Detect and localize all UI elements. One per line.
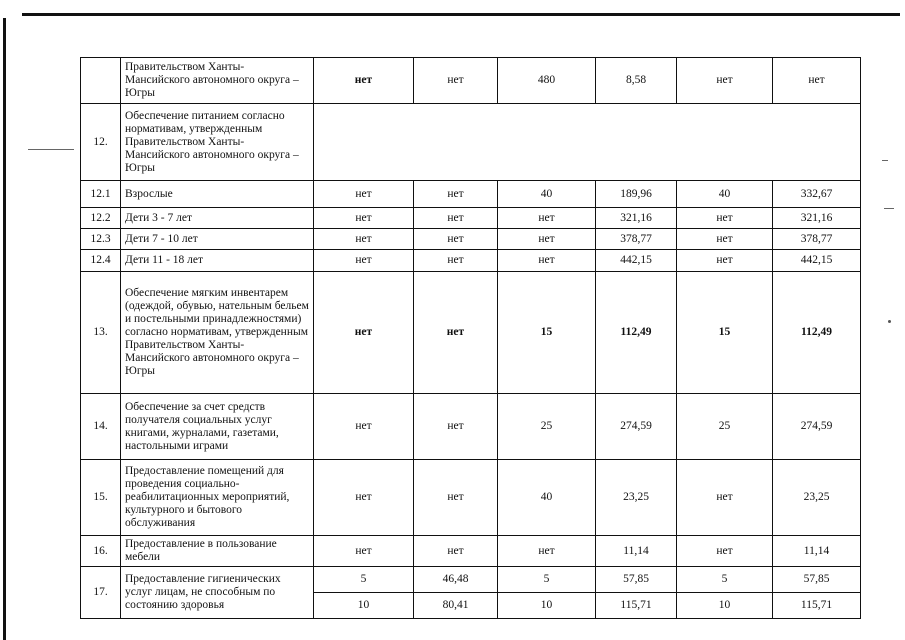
table-row	[81, 250, 861, 272]
top-border-line	[22, 13, 900, 16]
cell-value: 15	[498, 272, 596, 394]
cell-value: 442,15	[596, 250, 677, 272]
cell-value: нет	[414, 229, 498, 250]
cell-value: 57,85	[773, 567, 861, 593]
cell-value: нет	[414, 394, 498, 460]
cell-value: нет	[414, 272, 498, 394]
cell-value: 23,25	[773, 460, 861, 536]
cell-value: 10	[314, 593, 414, 619]
cell-value: нет	[677, 229, 773, 250]
row-number: 12.4	[81, 250, 121, 272]
cell-value: 40	[498, 181, 596, 208]
cell-value: 11,14	[773, 536, 861, 567]
row-number	[81, 58, 121, 104]
cell-value: 15	[677, 272, 773, 394]
cell-value: 274,59	[596, 394, 677, 460]
cell-value: нет	[314, 58, 414, 104]
cell-value: нет	[677, 536, 773, 567]
cell-value: 5	[314, 567, 414, 593]
cell-value: 332,67	[773, 181, 861, 208]
row-number: 12.1	[81, 181, 121, 208]
cell-value: нет	[314, 229, 414, 250]
cell-value: нет	[414, 250, 498, 272]
table-row	[81, 208, 861, 229]
table-row	[81, 567, 861, 593]
row-description: Дети 3 - 7 лет	[121, 208, 314, 229]
cell-value: 5	[498, 567, 596, 593]
cell-value: нет	[677, 208, 773, 229]
row-description: Дети 11 - 18 лет	[121, 250, 314, 272]
cell-value: 40	[498, 460, 596, 536]
cell-value: 40	[677, 181, 773, 208]
cell-value: нет	[773, 58, 861, 104]
row-number: 14.	[81, 394, 121, 460]
cell-value: нет	[414, 181, 498, 208]
cell-value: 442,15	[773, 250, 861, 272]
cell-value: нет	[314, 536, 414, 567]
cell-value: 11,14	[596, 536, 677, 567]
services-table	[80, 57, 861, 619]
cell-value: нет	[414, 58, 498, 104]
cell-value: нет	[498, 229, 596, 250]
cell-value: нет	[677, 250, 773, 272]
row-number: 12.	[81, 104, 121, 181]
row-description: Обеспечение мягким инвентарем (одеждой, обувью, нательным бельем и постельными принадлежностями) согласно нормативам, утвержденным Правительством Ханты-Мансийского автономного округа – Югры	[121, 272, 314, 394]
cell-value: 25	[677, 394, 773, 460]
cell-value: нет	[314, 272, 414, 394]
cell-value: нет	[498, 536, 596, 567]
table-row	[81, 229, 861, 250]
cell-value: нет	[314, 394, 414, 460]
cell-value: 8,58	[596, 58, 677, 104]
cell-value: нет	[498, 250, 596, 272]
scan-artifact	[28, 149, 74, 150]
table-row	[81, 272, 861, 394]
scan-artifact	[884, 208, 894, 209]
cell-value: нет	[414, 460, 498, 536]
cell-value: нет	[414, 536, 498, 567]
left-border-line	[3, 18, 6, 640]
table-row	[81, 536, 861, 567]
row-description: Обеспечение за счет средств получателя социальных услуг книгами, журналами, газетами, настольными играми	[121, 394, 314, 460]
table-row	[81, 181, 861, 208]
cell-value: 57,85	[596, 567, 677, 593]
table-row	[81, 104, 861, 181]
row-number: 16.	[81, 536, 121, 567]
cell-value: 274,59	[773, 394, 861, 460]
row-description: Взрослые	[121, 181, 314, 208]
cell-value: 80,41	[414, 593, 498, 619]
cell-value: 25	[498, 394, 596, 460]
cell-value: 10	[498, 593, 596, 619]
row-description: Предоставление в пользование мебели	[121, 536, 314, 567]
row-description: Правительством Ханты-Мансийского автономного округа – Югры	[121, 58, 314, 104]
cell-value: нет	[498, 208, 596, 229]
table-row	[81, 58, 861, 104]
row-description: Дети 7 - 10 лет	[121, 229, 314, 250]
cell-value: нет	[314, 460, 414, 536]
cell-value: 378,77	[773, 229, 861, 250]
cell-value: 112,49	[596, 272, 677, 394]
cell-value: 480	[498, 58, 596, 104]
row-number: 13.	[81, 272, 121, 394]
cell-value: 378,77	[596, 229, 677, 250]
table-row	[81, 394, 861, 460]
row-number: 17.	[81, 567, 121, 619]
cell-value: 321,16	[773, 208, 861, 229]
cell-value: 5	[677, 567, 773, 593]
empty-merged-cell	[314, 104, 861, 181]
cell-value: 115,71	[596, 593, 677, 619]
cell-value: нет	[314, 208, 414, 229]
row-number: 15.	[81, 460, 121, 536]
cell-value: нет	[314, 250, 414, 272]
cell-value: 115,71	[773, 593, 861, 619]
table-row	[81, 460, 861, 536]
cell-value: 321,16	[596, 208, 677, 229]
cell-value: нет	[414, 208, 498, 229]
row-description: Предоставление гигиенических услуг лицам, не способным по состоянию здоровья	[121, 567, 314, 619]
cell-value: нет	[677, 58, 773, 104]
scan-artifact	[882, 160, 888, 161]
row-number: 12.3	[81, 229, 121, 250]
cell-value: 23,25	[596, 460, 677, 536]
row-description: Обеспечение питанием согласно нормативам, утвержденным Правительством Ханты-Мансийского автономного округа – Югры	[121, 104, 314, 181]
cell-value: 10	[677, 593, 773, 619]
scan-artifact	[888, 320, 891, 323]
cell-value: нет	[314, 181, 414, 208]
cell-value: нет	[677, 460, 773, 536]
row-number: 12.2	[81, 208, 121, 229]
cell-value: 46,48	[414, 567, 498, 593]
cell-value: 189,96	[596, 181, 677, 208]
cell-value: 112,49	[773, 272, 861, 394]
row-description: Предоставление помещений для проведения социально-реабилитационных мероприятий, культурного и бытового обслуживания	[121, 460, 314, 536]
